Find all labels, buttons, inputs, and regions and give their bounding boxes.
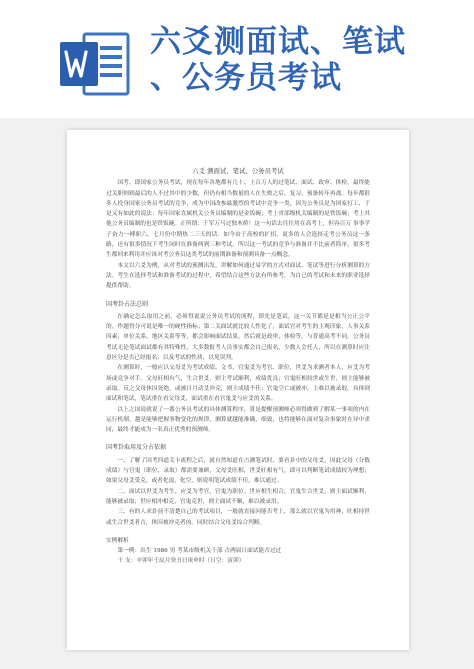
word-icon-graphic — [58, 30, 132, 98]
example-heading: 实例解析 — [106, 537, 129, 544]
document-page — [67, 130, 409, 650]
document-content — [106, 166, 370, 636]
example-line-1: 第一例：出生 1986 男 考某市级机关干部 占两届日面试能否过过 — [117, 548, 282, 555]
section1-paragraph-2: 在测算时，一般应以父母爻为考试成绩、文书，官鬼爻为考官、职位，世爻为求测者本人，应爻为考场或竞争对手。父母旺相有气，生合世爻，则主考试顺利，成绩优良；官鬼旺相持世或生世，则主能够被录取。反之父母休囚死绝，或被日月动爻冲克，则主成绩不佳；官鬼空亡或被冲，主难以被录取。具体到面试和笔试，笔试重在看父母爻，面试重在看官鬼爻与应爻的关系。 — [106, 365, 370, 403]
section-heading-general-rules: 国考卦占法总则 — [106, 300, 149, 308]
section2-paragraph-1: 一、了解了国考四道关卡流程之后，就自然知道在占测笔试时，要看卦中的父母爻，因此父母（分数成绩）与官鬼（职位、录取）都需要兼顾，父母爻旺相，世爻旺相有气，即可以判断笔试成绩较为理想；如果父母爻受克，或者化退，化空，则说明笔试成绩不佳，难以通过。 — [106, 457, 370, 485]
section2-paragraph-2: 二、面试以世爻为考生，应爻为考官，官鬼为职位。世应相生相合，官鬼生合世爻，则主面试顺利，能够被录取；世应相冲相克，官鬼克世，则主面试不顺，难以被录用。 — [106, 488, 370, 505]
section1-paragraph-3: 以上之国说就说了一番公务员考试的具体测算程序，算是提醒预测师必须得做到了解某一事项的内在运行机制，越是能够把握事物变化的规律，测算就越能准确，细致，也将能够在面对复杂事象时在异中求同，最终才能成为一名真正优秀的预测师。 — [106, 406, 370, 434]
page-title-line-2: 、公务员考试 — [150, 60, 342, 96]
page-title-line-1: 六爻测面试、笔试 — [150, 24, 406, 60]
spacer — [106, 528, 370, 534]
word-icon — [58, 30, 132, 98]
section1-paragraph-1: 在确定怎么取用之前，必须得说说公务员考试的流程，即先是笔试，这一关节都是是相当公正公平的。作题得分可说是唯一的硬性指标；第二关面试就比较人性化了，面试官对考生的主观印象，人事关系因素，单位关系，地区关系等等，都会影响面试结果，然后就是政审、体检等。与普通高考不同，公务员考试无论笔试面试都有其特殊性，大多数报考人员事实都会自己报名，少数人会托人，所以在测算时应注意区分是否已经报名，以及考试的性质，以免误判。 — [106, 313, 370, 362]
page-title — [150, 24, 466, 96]
intro-paragraph-1: 国考、即国家公务员考试，现在每年各地都有几十、上百万人的过笔试、面试、政审、体检，最终能过关职则到最后的人不过其中的少数，但仍有相当数量的人在失败之后，复习、预备转年再战。每年都很多人投身国家公务员考试的竞争，成为中国改参最激烈的考试中竞争一类，因为公务员是为国家打工，于是又有如此的说法：每年国家直属机关公务员编制的是金饭碗；考上省部级机关编制的是铁饭碗；考上其他公务员编制的也是铁饭碗。正所谓：千军万马过独木桥！这一句话去往往用在高考上，但容百万 事事学子奋力一搏职六。七月份中期热二三天的话：如今由于高校的扩招，更多的人会选择走考公务员这一条路，还有很多情况下考生同时在准备两到三种考试，所以这一考试的竞争与准备并不比前者简单，很多考生都回来利用并应该对考公务员这类考试的前期准备和预测具备一点概念。 — [106, 180, 370, 259]
example-line-2: 干 支：辛卯年壬辰月癸丑日庚申时（日空：寅卯） — [117, 558, 245, 565]
section-heading-usage: 国考卦取用及分占依据 — [106, 444, 167, 452]
intro-paragraph-2: 本文以六爻为例，从对考试的预测出发，讲解如何通过易学的方式对面试、笔试等进行分析测算的方法。考生在选择考试和准备考试的过程中，希望结合这些方法有所参考，为自己的考试和未来的职业选择提供帮助。 — [106, 262, 370, 290]
section2-paragraph-3: 三、有的人求卦前不清楚自己的考试项目，一般就直接问能否考上，那么就以官鬼为用神，旺相持世或生合世爻者吉，休囚被冲克者凶。同时结合父母爻综合判断。 — [106, 509, 370, 526]
document-title: 六爻 测面试、笔试、公务员考试 — [192, 167, 284, 175]
document-header — [0, 0, 474, 118]
